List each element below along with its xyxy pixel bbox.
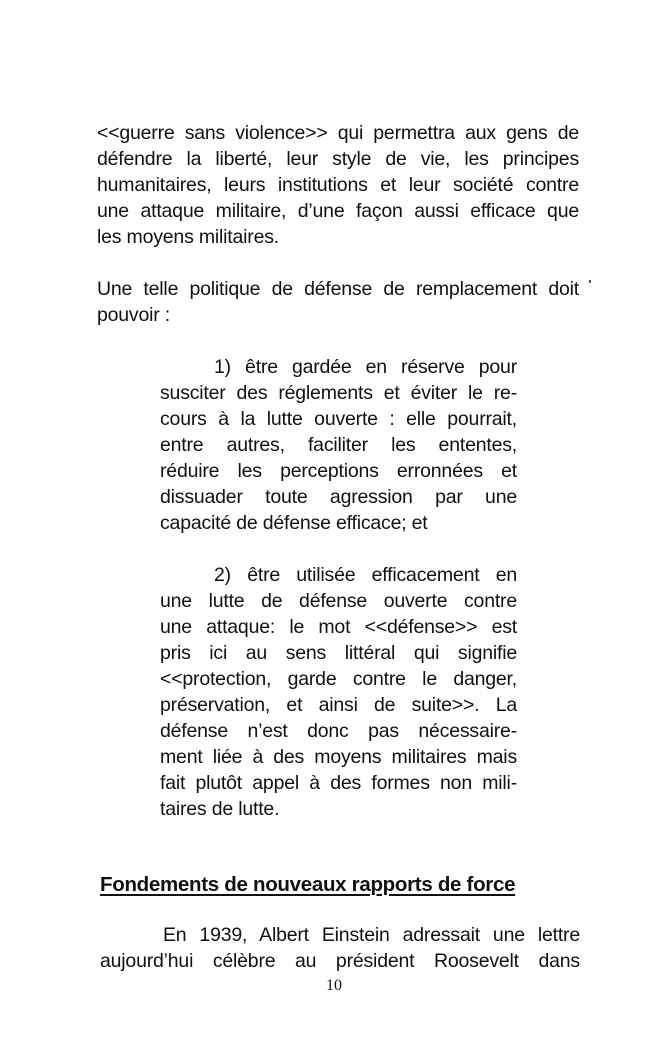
text-line: fait plutôt appel à des formes non mili- <box>160 772 517 794</box>
text-line: ment liée à des moyens militaires mais <box>160 746 517 768</box>
text-line: aujourd’hui célèbre au président Roosevelt dans <box>100 950 580 972</box>
text-line: pouvoir : <box>97 304 170 326</box>
text-line: humanitaires, leurs institutions et leur société contre <box>97 174 579 196</box>
scan-speck <box>589 280 591 283</box>
text-line: les moyens militaires. <box>97 226 279 248</box>
text-line: dissuader toute agression par une <box>160 486 517 508</box>
text-line: cours à la lutte ouverte : elle pourrait, <box>160 408 517 430</box>
text-line: 2) être utilisée efficacement en <box>214 564 517 586</box>
text-line: une attaque: le mot <<défense>> est <box>160 616 517 638</box>
page-number: 10 <box>326 977 342 994</box>
text-line: entre autres, faciliter les ententes, <box>160 434 517 456</box>
section-heading: Fondements de nouveaux rapports de force <box>100 873 516 896</box>
text-line: capacité de défense efficace; et <box>160 512 428 534</box>
text-line: réduire les perceptions erronnées et <box>160 460 517 482</box>
text-line: <<protection, garde contre le danger, <box>160 668 517 690</box>
text-line: défense n’est donc pas nécessaire- <box>160 720 517 742</box>
text-line: susciter des réglements et éviter le re- <box>160 382 517 404</box>
text-line: une lutte de défense ouverte contre <box>160 590 517 612</box>
text-line: préservation, et ainsi de suite>>. La <box>160 694 517 716</box>
text-line: une attaque militaire, d’une façon aussi efficace que <box>97 200 579 222</box>
text-line: Une telle politique de défense de remplacement doit <box>97 278 579 300</box>
text-line: défendre la liberté, leur style de vie, les principes <box>97 148 579 170</box>
text-line: pris ici au sens littéral qui signifie <box>160 642 517 664</box>
text-line: En 1939, Albert Einstein adressait une lettre <box>163 924 580 946</box>
text-line: 1) être gardée en réserve pour <box>214 356 517 378</box>
text-line: taires de lutte. <box>160 798 280 820</box>
text-line: <<guerre sans violence>> qui permettra aux gens de <box>97 122 579 144</box>
